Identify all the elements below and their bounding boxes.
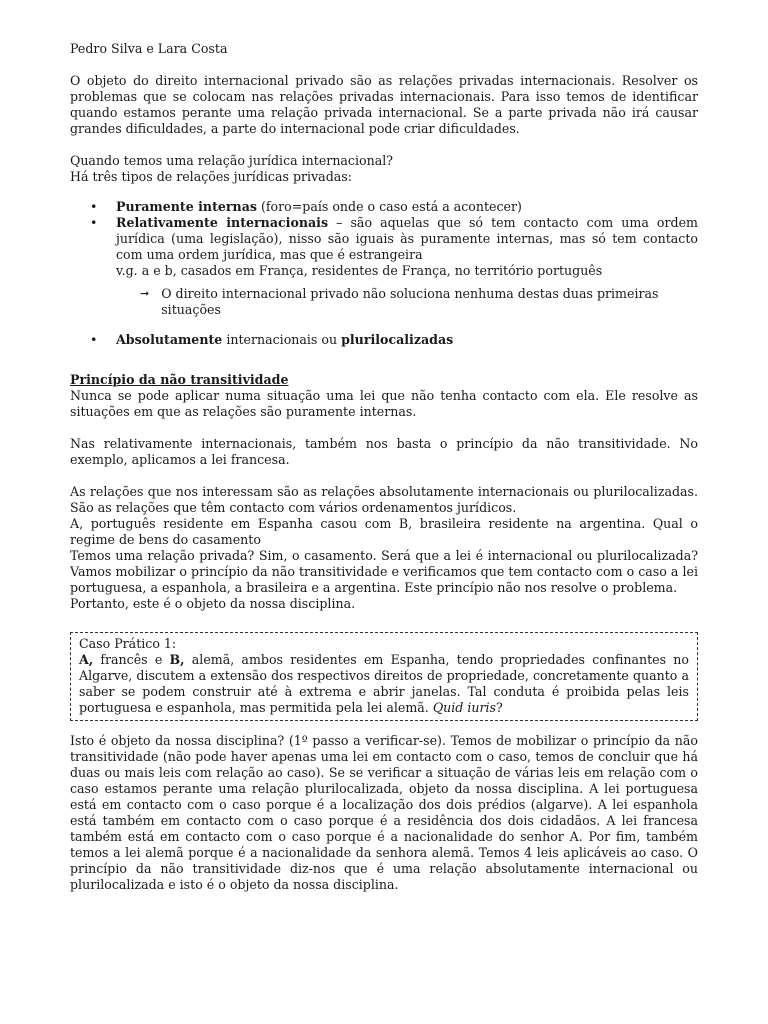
paragraph-line: Portanto, este é o objeto da nossa disciplina. xyxy=(70,596,356,611)
bullet-text: – são aquelas que só tem contacto com uma ordem jurídica (uma legislação), nisso são iguais às puramente internas, mas só tem contacto com uma ordem jurídica, mas que é estrangeira xyxy=(116,215,698,262)
case-study-title: Caso Prático 1: xyxy=(79,636,177,651)
quid-iuris: Quid iuris xyxy=(432,700,497,715)
paragraph-line: A, português residente em Espanha casou com B, brasileira residente na argentina. Qual o regime de bens do casamento xyxy=(70,516,698,547)
list-item xyxy=(116,332,698,348)
bullet-term-2: plurilocalizadas xyxy=(341,332,454,347)
list-item xyxy=(116,215,698,279)
bullet-term: Absolutamente xyxy=(116,332,223,347)
paragraph-line: As relações que nos interessam são as relações absolutamente internacionais ou plurilocalizadas. São as relações que têm contacto com vários ordenamentos jurídicos. xyxy=(70,484,698,515)
document-author-header: Pedro Silva e Lara Costa xyxy=(70,41,228,56)
arrow-right-icon: ➞ xyxy=(140,287,150,300)
case-study-text xyxy=(79,652,689,716)
types-intro-line: Há três tipos de relações jurídicas privadas: xyxy=(70,169,352,184)
bullet-term: Puramente internas xyxy=(116,199,257,214)
list-item xyxy=(116,199,698,215)
paragraph: Nunca se pode aplicar numa situação uma lei que não tenha contacto com ela. Ele resolve as situações em que as relações são puramente internas. xyxy=(70,388,698,419)
case-text-end: ? xyxy=(496,700,503,715)
bullet-text: internacionais ou xyxy=(222,332,342,347)
case-text: francês e xyxy=(93,652,170,667)
case-study-box xyxy=(70,632,698,721)
question-line: Quando temos uma relação jurídica internacional? xyxy=(70,153,393,168)
bullet-example: v.g. a e b, casados em França, residentes de França, no território português xyxy=(116,263,603,278)
relation-types-list xyxy=(70,199,698,279)
bullet-term: Relativamente internacionais xyxy=(116,215,329,230)
relation-types-list-continued xyxy=(70,332,698,348)
arrow-note-text: O direito internacional privado não soluciona nenhuma destas duas primeiras situações xyxy=(161,286,659,317)
answer-paragraph: Isto é objeto da nossa disciplina? (1º passo a verificar-se). Temos de mobilizar o princípio da não transitividade (não pode haver apenas uma lei em contacto com o caso, temos de concluir que há duas ou mais leis com relação ao caso). Se se verificar a situação de várias leis em relação com o caso estamos perante uma relação plurilocalizada, objeto da nossa disciplina. A lei portuguesa está em contacto com o caso porque é a localização dos dois prédios (algarve). A lei espanhola está também em contacto com o caso porque é a residência dos dois cidadãos. A lei francesa também está em contacto com o caso porque é a nacionalidade do senhor A. Por fim, também temos a lei alemã porque é a nacionalidade da senhora alemã. Temos 4 leis aplicáveis ao caso. O princípio da não transitividade diz-nos que é uma relação absolutamente internacional ou plurilocalizada e isto é o objeto da nossa disciplina. xyxy=(70,733,698,892)
party-b: B, xyxy=(169,652,185,667)
case-text: alemã, ambos residentes em Espanha, tendo propriedades confinantes no Algarve, discutem a extensão dos respectivos direitos de propriedade, concretamente quanto a saber se podem construir até à extrema e abrir janelas. Tal conduta é proibida pelas leis portuguesa e espanhola, mas permitida pela lei alemã. xyxy=(79,652,689,715)
bullet-text: (foro=país onde o caso está a acontecer) xyxy=(256,199,522,214)
paragraph-line: Temos uma relação privada? Sim, o casamento. Será que a lei é internacional ou plurilocalizada? Vamos mobilizar o princípio da não transitividade e verificamos que tem contacto com o caso a lei portuguesa, a espanhola, a brasileira e a argentina. Este princípio não nos resolve o problema. xyxy=(70,548,698,595)
section-heading: Princípio da não transitividade xyxy=(70,372,289,387)
party-a: A, xyxy=(79,652,94,667)
arrow-note xyxy=(140,286,698,318)
paragraph: Nas relativamente internacionais, também nos basta o princípio da não transitividade. No exemplo, aplicamos a lei francesa. xyxy=(70,436,698,467)
intro-paragraph: O objeto do direito internacional privado são as relações privadas internacionais. Resolver os problemas que se colocam nas relações privadas internacionais. Para isso temos de identificar quando estamos perante uma relação privada internacional. Se a parte privada não irá causar grandes dificuldades, a parte do internacional pode criar dificuldades. xyxy=(70,73,698,136)
